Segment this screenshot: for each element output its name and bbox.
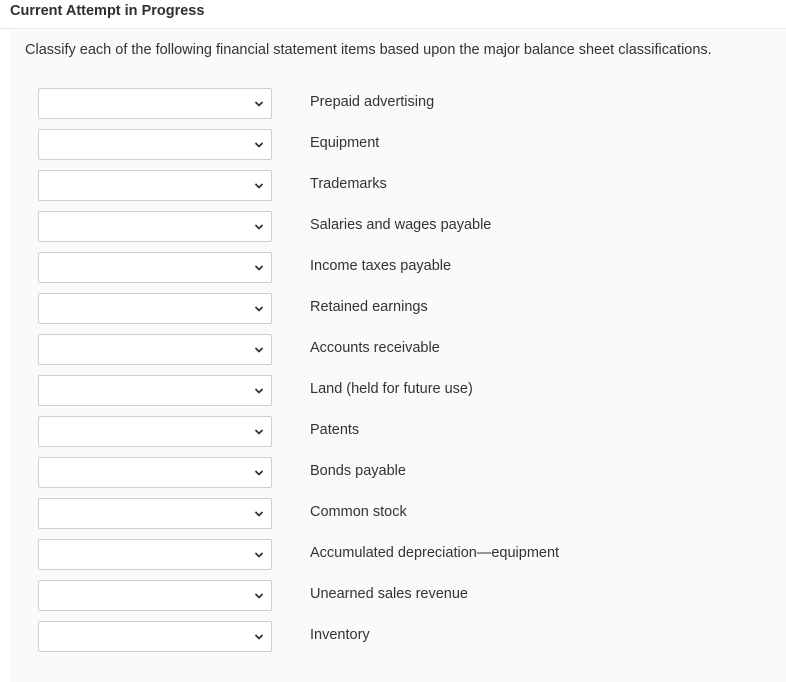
classification-row — [38, 334, 738, 367]
classification-row — [38, 293, 738, 326]
chevron-down-icon — [254, 509, 264, 519]
item-label: Bonds payable — [310, 463, 406, 479]
classification-row — [38, 252, 738, 285]
item-label: Patents — [310, 422, 360, 438]
item-label: Income taxes payable — [310, 258, 452, 274]
chevron-down-icon — [254, 468, 264, 478]
item-label: Prepaid advertising — [310, 94, 435, 110]
chevron-down-icon — [254, 304, 264, 314]
item-label: Accumulated depreciation—equipment — [310, 545, 560, 561]
classification-dropdown[interactable] — [38, 580, 272, 611]
classification-row — [38, 416, 738, 449]
chevron-down-icon — [254, 181, 264, 191]
classification-dropdown[interactable] — [38, 334, 272, 365]
chevron-down-icon — [254, 427, 264, 437]
chevron-down-icon — [254, 591, 264, 601]
chevron-down-icon — [254, 99, 264, 109]
classification-dropdown[interactable] — [38, 498, 272, 529]
chevron-down-icon — [254, 263, 264, 273]
classification-dropdown[interactable] — [38, 293, 272, 324]
classification-dropdown[interactable] — [38, 129, 272, 160]
classification-row — [38, 498, 738, 531]
chevron-down-icon — [254, 345, 264, 355]
item-label: Salaries and wages payable — [310, 217, 492, 233]
item-label: Inventory — [310, 627, 370, 643]
header-bar — [0, 0, 786, 29]
item-label: Common stock — [310, 504, 407, 520]
item-label: Trademarks — [310, 176, 387, 192]
page-title: Current Attempt in Progress — [10, 3, 205, 19]
classification-dropdown[interactable] — [38, 416, 272, 447]
classification-dropdown[interactable] — [38, 88, 272, 119]
classification-dropdown[interactable] — [38, 621, 272, 652]
classification-dropdown[interactable] — [38, 457, 272, 488]
item-label: Equipment — [310, 135, 380, 151]
chevron-down-icon — [254, 550, 264, 560]
question-panel — [10, 30, 786, 682]
classification-dropdown[interactable] — [38, 211, 272, 242]
item-label: Land (held for future use) — [310, 381, 473, 397]
classification-row — [38, 88, 738, 121]
classification-dropdown[interactable] — [38, 375, 272, 406]
classification-dropdown[interactable] — [38, 252, 272, 283]
classification-dropdown[interactable] — [38, 539, 272, 570]
item-label: Unearned sales revenue — [310, 586, 468, 602]
item-label: Accounts receivable — [310, 340, 440, 356]
classification-row — [38, 539, 738, 572]
chevron-down-icon — [254, 386, 264, 396]
chevron-down-icon — [254, 222, 264, 232]
question-instruction: Classify each of the following financial statement items based upon the major balance sheet classifications. — [25, 42, 712, 58]
classification-dropdown[interactable] — [38, 170, 272, 201]
item-label: Retained earnings — [310, 299, 428, 315]
chevron-down-icon — [254, 632, 264, 642]
classification-row — [38, 457, 738, 490]
classification-row — [38, 580, 738, 613]
classification-row — [38, 129, 738, 162]
classification-row — [38, 621, 738, 654]
chevron-down-icon — [254, 140, 264, 150]
classification-row — [38, 170, 738, 203]
classification-row — [38, 211, 738, 244]
classification-row — [38, 375, 738, 408]
